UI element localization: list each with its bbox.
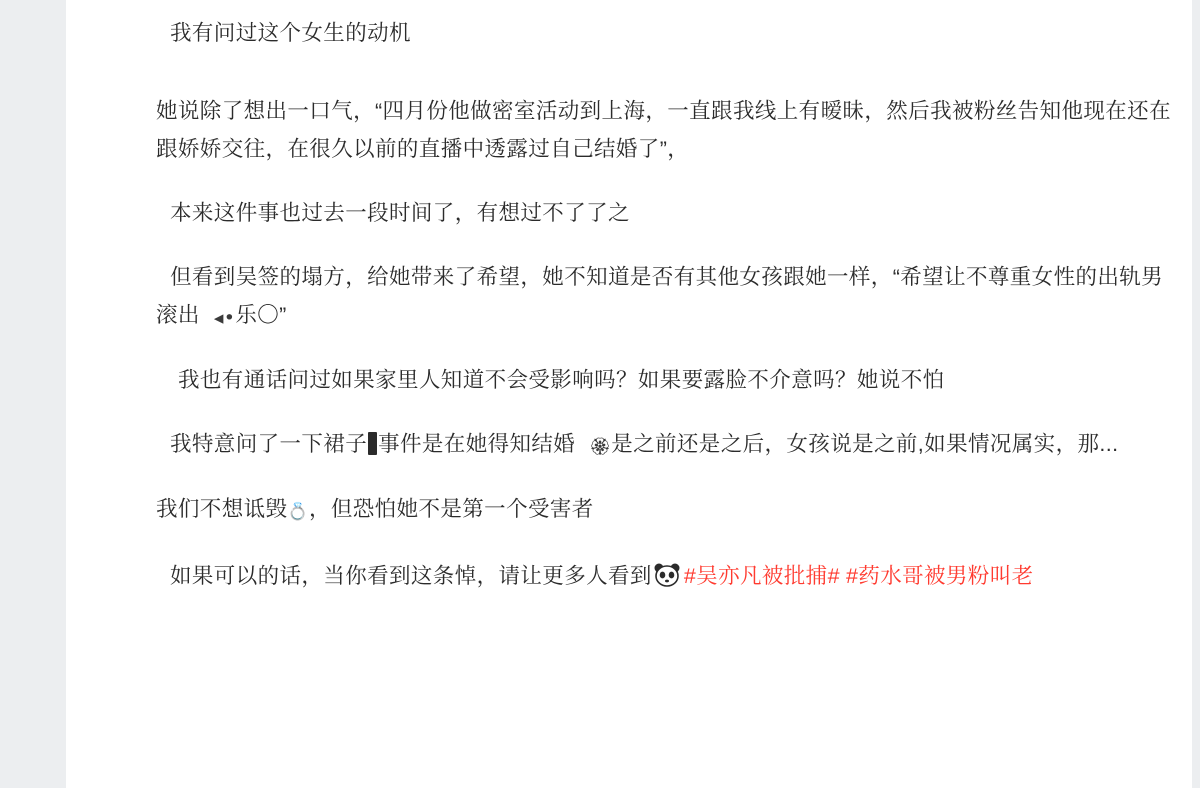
left-gutter	[0, 0, 66, 788]
paragraph-2: 她说除了想出一口气，“四月份他做密室活动到上海，一直跟我线上有暧昧，然后我被粉丝告知他现在还在跟娇娇交往，在很久以前的直播中透露过自己结婚了”，	[156, 99, 1171, 161]
right-gutter	[1192, 0, 1200, 788]
paragraph-5: 我也有通话问过如果家里人知道不会受影响吗？如果要露脸不介意吗？她说不怕	[178, 368, 945, 392]
paragraph-7-text: 我们不想诋毁	[156, 497, 288, 521]
paragraph-1: 我有问过这个女生的动机	[170, 21, 411, 45]
paragraph-6	[156, 425, 1172, 466]
redaction-block-icon	[368, 432, 377, 455]
paragraph-4	[156, 258, 1172, 337]
post-content	[66, 0, 1192, 788]
paragraph-6-part2: 事件是在她得知结婚	[378, 432, 576, 456]
paragraph-8	[156, 557, 1172, 595]
paragraph-7-tail: ，但恐怕她不是第一个受害者	[308, 497, 594, 521]
paragraph-3: 本来这件事也过去一段时间了，有想过不了了之	[170, 201, 630, 225]
paragraph-4-tail: 乐〇”	[235, 303, 287, 327]
paragraph-8-text: 如果可以的话，当你看到这条悼，请让更多人看到	[170, 564, 652, 588]
fish-icon: ◂•	[213, 307, 236, 329]
hashtag-2[interactable]: #药水哥被男粉叫老	[845, 564, 1034, 588]
hashtag-1[interactable]: #吴亦凡被批捕#	[683, 564, 840, 588]
paragraph-6-part3: 是之前还是之后，女孩说是之前,如果情况属实，那...	[611, 432, 1119, 456]
paragraph-4-text: 但看到吴签的塌方，给她带来了希望，她不知道是否有其他女孩跟她一样，“希望让不尊重女性的出轨男滚出	[156, 265, 1164, 327]
panda-icon	[652, 562, 682, 588]
paragraph-6-text: 我特意问了一下裙子	[170, 432, 368, 456]
ring-icon: 💍	[287, 502, 309, 522]
paragraph-7	[156, 490, 1172, 531]
certificate-icon: 🏵	[589, 437, 612, 457]
